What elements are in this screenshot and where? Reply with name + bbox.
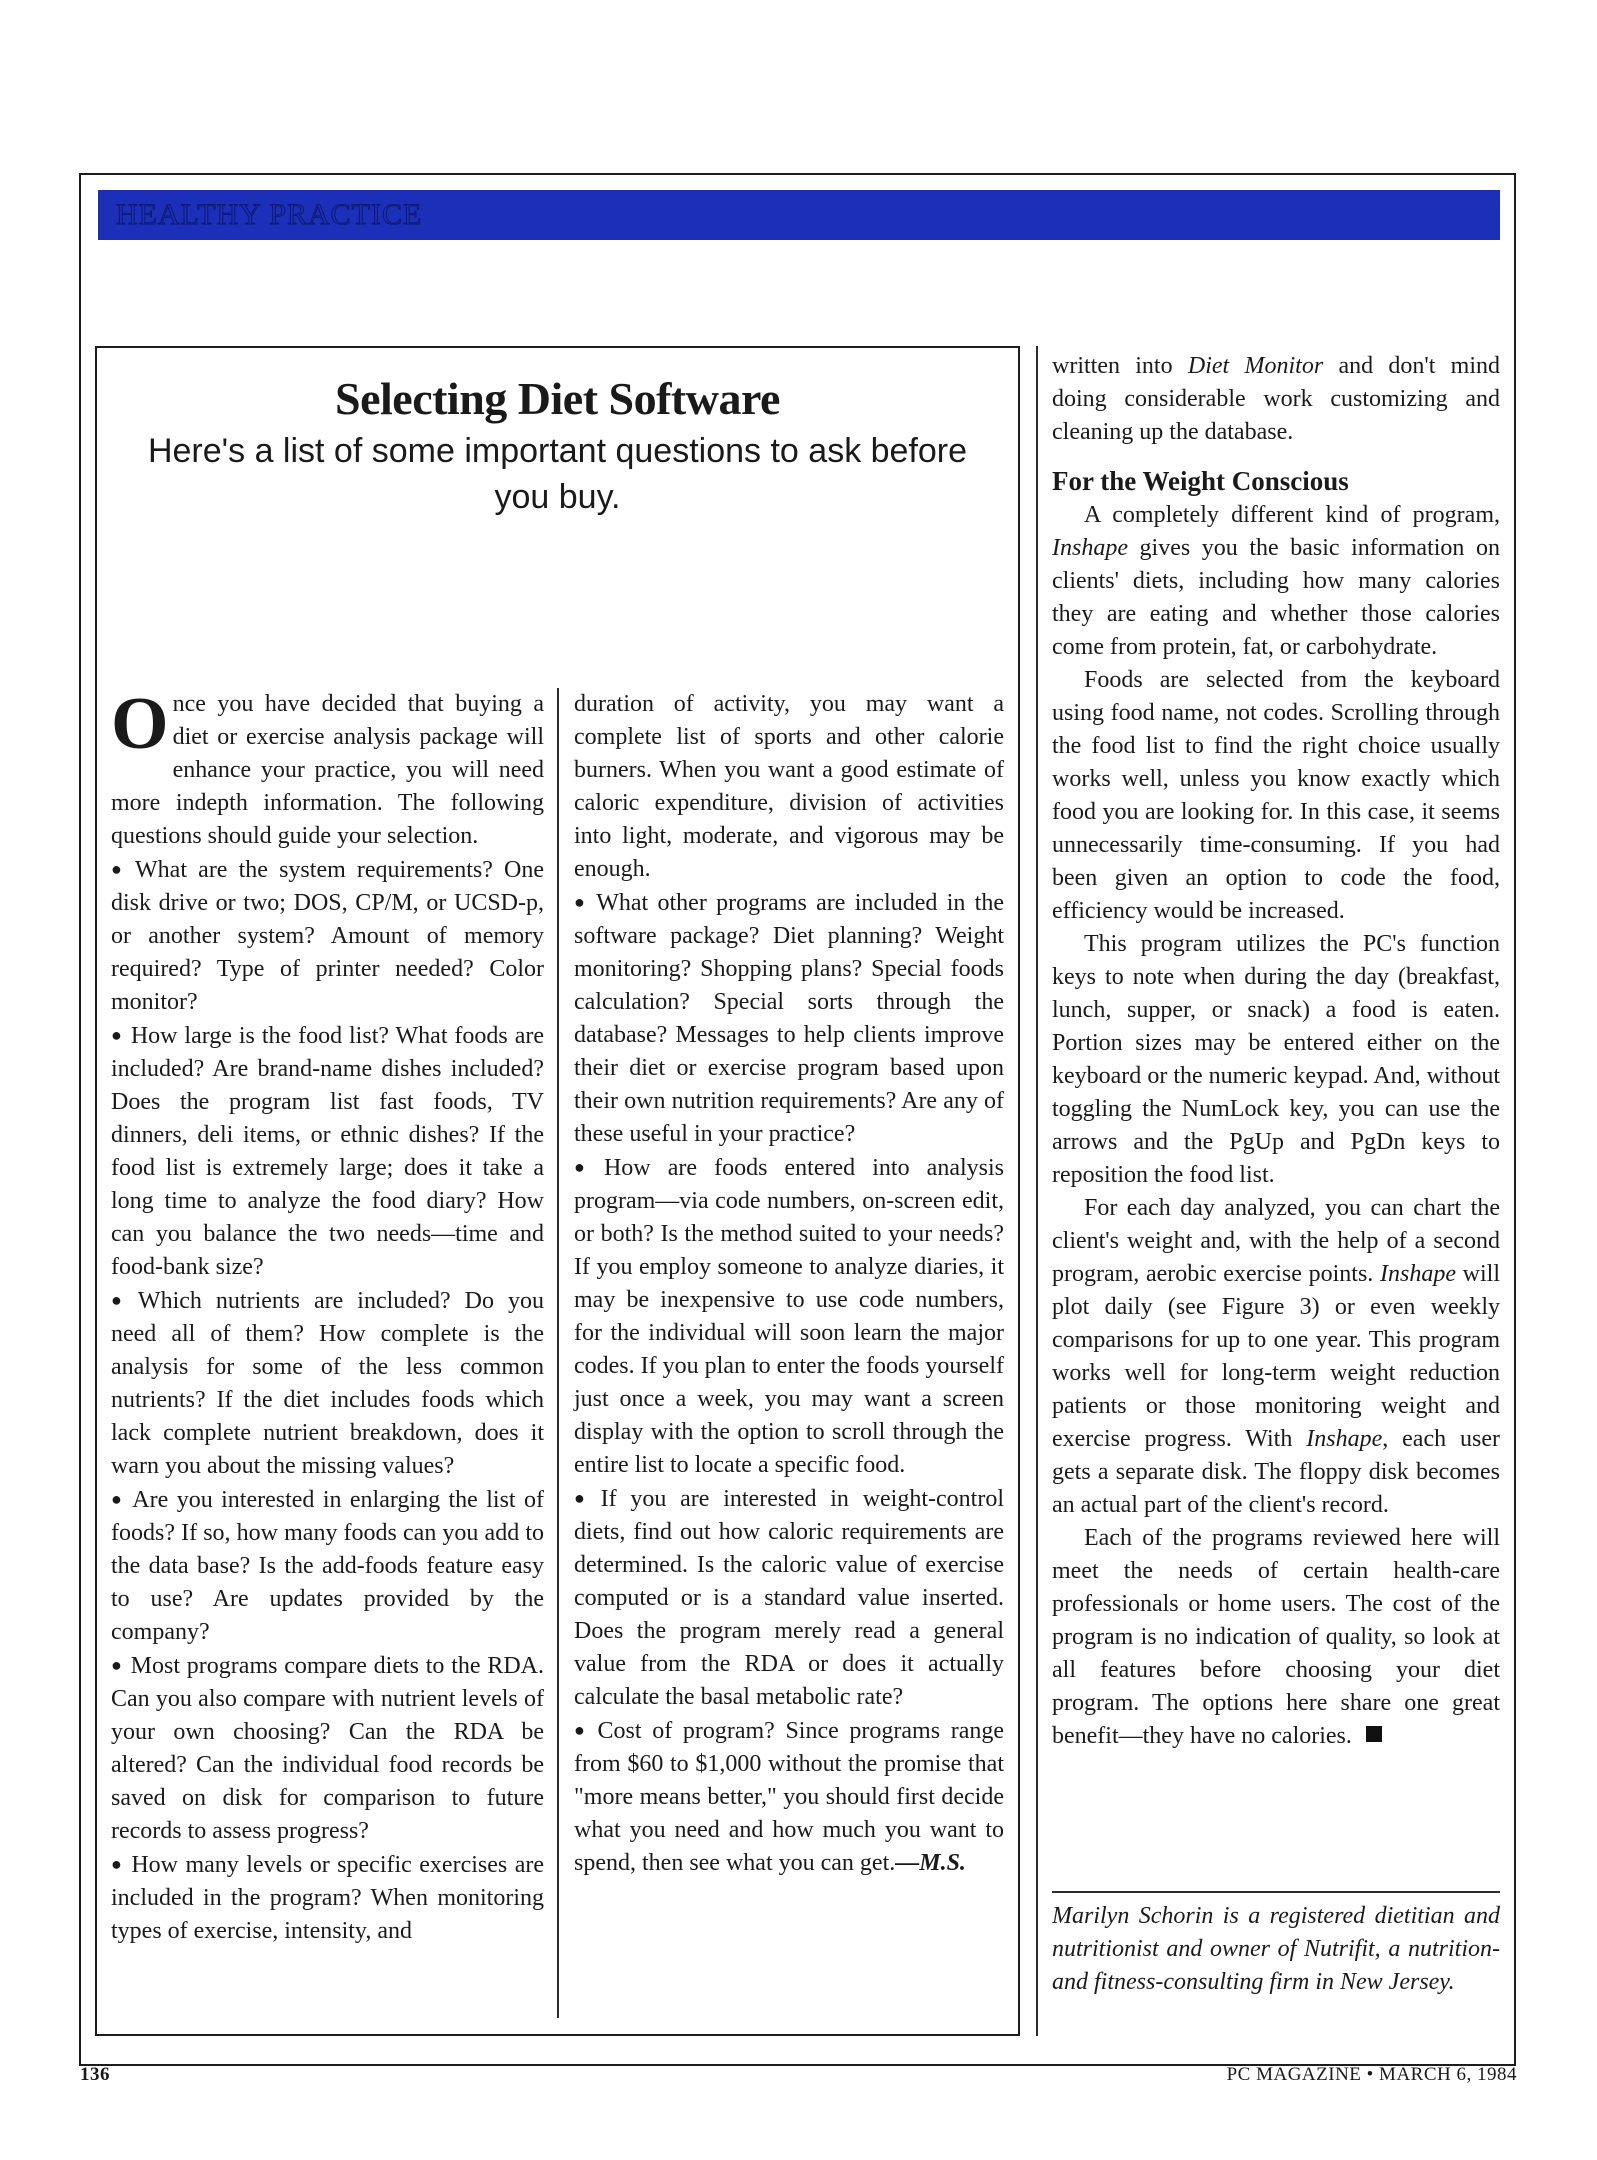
article-paragraph: Each of the programs reviewed here will meet the needs of certain health-care professionals or home users. The cost of the program is no indication of quality, so look at all features before choosing your diet program. The options here share one great benefit—they have no calories. xyxy=(1052,1525,1500,1749)
question-item: ● What are the system requirements? One disk drive or two; DOS, CP/M, or UCSD-p, or another system? Amount of memory required? Type of printer needed? Color monitor? xyxy=(111,857,544,1015)
article-lead: written into Diet Monitor and don't mind doing considerable work customizing and cleaning up the database. xyxy=(1052,353,1500,445)
page-number: 136 xyxy=(80,2064,110,2085)
sidebar-subtitle: Here's a list of some important questions to ask before you buy. xyxy=(147,432,968,516)
sidebar-column-2 xyxy=(574,688,1004,1880)
article-paragraph: Foods are selected from the keyboard using food name, not codes. Scrolling through the food list to find the right choice usually works well, unless you know exactly which food you are looking for. In this case, it seems unnecessarily time-consuming. If you had been given an option to code the food, efficiency would be increased. xyxy=(1052,667,1500,924)
bullet-icon: ● xyxy=(111,1489,125,1509)
author-rule xyxy=(1052,1891,1500,1893)
bullet-icon: ● xyxy=(111,1854,124,1874)
sidebar-signoff: —M.S. xyxy=(895,1850,966,1876)
article-column xyxy=(1052,350,1500,1753)
bullet-icon: ● xyxy=(574,1720,590,1740)
article-paragraph: For each day analyzed, you can chart the client's weight and, with the help of a second program, aerobic exercise points. Inshape will plot daily (see Figure 3) or even weekly comparisons for up to one year. This program works well for long-term weight reduction patients or those monitoring weight and exercise progress. With Inshape, each user gets a separate disk. The floppy disk becomes an actual part of the client's record. xyxy=(1052,1195,1500,1518)
question-item: ● Cost of program? Since programs range from $60 to $1,000 without the promise that "more means better," you should first decide what you need and how much you want to spend, then see what you can get.—M.S. xyxy=(574,1718,1004,1876)
article-subhead: For the Weight Conscious xyxy=(1052,466,1349,496)
bullet-icon: ● xyxy=(574,892,589,912)
question-item: ● How many levels or specific exercises are included in the program? When monitoring types of exercise, intensity, and xyxy=(111,1852,544,1944)
sidebar-title: Selecting Diet Software xyxy=(335,373,780,424)
bullet-icon: ● xyxy=(574,1488,593,1508)
sidebar-column-rule xyxy=(557,688,559,2018)
question-item: ● How large is the food list? What foods are included? Are brand-name dishes included? Does the program list fast foods, TV dinners, deli items, or ethnic dishes? If the food list is extremely large; does it take a long time to analyze the food diary? How can you balance the two needs—time and food-bank size? xyxy=(111,1023,544,1280)
column-rule xyxy=(1036,346,1038,2036)
bullet-icon: ● xyxy=(111,1655,123,1675)
question-item: ● Most programs compare diets to the RDA. Can you also compare with nutrient levels of your own choosing? Can the RDA be altered? Can the individual food records be saved on disk for comparison to future records to assess progress? xyxy=(111,1653,544,1844)
article-paragraph: A completely different kind of program, Inshape gives you the basic information on clients' diets, including how many calories they are eating and whether those calories come from protein, fat, or carbohydrate. xyxy=(1052,502,1500,660)
question-item: ● How are foods entered into analysis program—via code numbers, on-screen edit, or both? Is the method suited to your needs? If you employ someone to analyze diaries, it may be inexpensive to use code numbers, for the individual will soon learn the major codes. If you plan to enter the foods yourself just once a week, you may want a screen display with the option to scroll through the entire list to locate a specific food. xyxy=(574,1155,1004,1478)
end-mark-icon xyxy=(1366,1726,1382,1742)
section-label: HEALTHY PRACTICE xyxy=(116,198,423,231)
bullet-icon: ● xyxy=(111,859,128,879)
drop-cap: O xyxy=(111,683,169,765)
question-item: ● What other programs are included in the software package? Diet planning? Weight monitoring? Shopping plans? Special foods calculation? Special sorts through the database? Messages to help clients improve their diet or exercise program based upon their own nutrition requirements? Are any of these useful in your practice? xyxy=(574,890,1005,1147)
author-note: Marilyn Schorin is a registered dietitian and nutritionist and owner of Nutrifit, a nutrition- and fitness-consulting firm in New Jersey. xyxy=(1052,1903,1500,1995)
question-item: ● Which nutrients are included? Do you need all of them? How complete is the analysis for some of the less common nutrients? If the diet includes foods which lack complete nutrient breakdown, does it warn you about the missing values? xyxy=(111,1288,544,1479)
article-paragraph: This program utilizes the PC's function keys to note when during the day (breakfast, lunch, supper, or snack) a food is eaten. Portion sizes may be entered either on the keyboard or the numeric keypad. And, without toggling the NumLock key, you can use the arrows and the PgUp and PgDn keys to reposition the food list. xyxy=(1052,931,1500,1188)
masthead: PC MAGAZINE • MARCH 6, 1984 xyxy=(1226,2064,1517,2085)
bullet-icon: ● xyxy=(111,1290,130,1310)
bullet-icon: ● xyxy=(574,1157,596,1177)
question-item: ● If you are interested in weight-control diets, find out how caloric requirements are determined. Is the caloric value of exercise computed or is a standard value inserted. Does the program merely read a general value from the RDA or does it actually calculate the basal metabolic rate? xyxy=(574,1486,1004,1710)
sidebar-column-1 xyxy=(111,683,545,1948)
question-item: ● Are you interested in enlarging the list of foods? If so, how many foods can you add to the data base? Is the add-foods feature easy to use? Are updates provided by the company? xyxy=(111,1487,545,1645)
bullet-icon: ● xyxy=(111,1025,123,1045)
sidebar-intro: Once you have decided that buying a diet or exercise analysis package will enhance your practice, you will need more indepth information. The following questions should guide your selection. xyxy=(111,683,544,849)
question-continuation: duration of activity, you may want a complete list of sports and other calorie burners. When you want a good estimate of caloric expenditure, division of activities into light, moderate, and vigorous may be enough. xyxy=(574,691,1004,882)
